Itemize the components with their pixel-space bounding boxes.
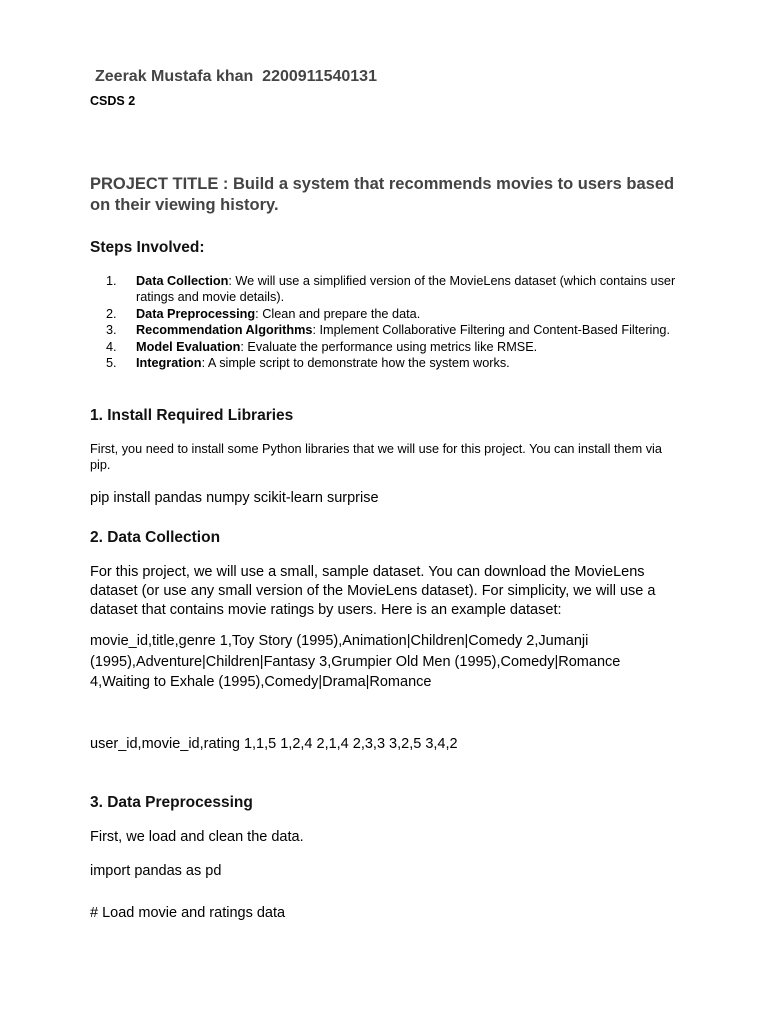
step-label: Model Evaluation (136, 339, 241, 354)
step-number: 3. (106, 323, 117, 338)
collection-heading: 2. Data Collection (90, 529, 221, 546)
step-item (106, 322, 676, 338)
step-number: 5. (106, 356, 117, 371)
step-number: 1. (106, 274, 117, 288)
steps-list (106, 273, 676, 371)
steps-heading: Steps Involved: (90, 239, 205, 256)
step-text: : Implement Collaborative Filtering and Content-Based Filtering. (312, 323, 671, 338)
step-text: : We will use a simplified version of the MovieLens dataset (which contains user ratings and movie details). (136, 274, 676, 305)
step-item (106, 339, 676, 355)
step-text: : A simple script to demonstrate how the system works. (201, 356, 510, 371)
author-line: Zeerak Mustafa khan 2200911540131 (95, 68, 377, 85)
project-title: PROJECT TITLE : Build a system that recommends movies to users based on their viewing history. (90, 175, 675, 214)
step-label: Data Collection (136, 274, 229, 288)
section-label: CSDS 2 (90, 94, 136, 108)
step-item (106, 273, 676, 306)
step-number: 4. (106, 339, 117, 354)
code-comment: # Load movie and ratings data (90, 905, 286, 921)
step-number: 2. (106, 306, 117, 321)
preprocessing-heading: 3. Data Preprocessing (90, 794, 253, 811)
step-item (106, 355, 676, 371)
install-command: pip install pandas numpy scikit-learn surprise (90, 490, 379, 506)
step-label: Recommendation Algorithms (136, 323, 313, 338)
movies-dataset: movie_id,title,genre 1,Toy Story (1995),Animation|Children|Comedy 2,Jumanji (1995),Adventure|Children|Fantasy 3,Grumpier Old Men (1995),Comedy|Romance 4,Waiting to Exhale (1995),Comedy|Drama|Romance (90, 633, 621, 690)
step-text: : Clean and prepare the data. (255, 306, 421, 321)
code-import: import pandas as pd (90, 863, 222, 879)
step-text: : Evaluate the performance using metrics like RMSE. (240, 339, 538, 354)
install-heading: 1. Install Required Libraries (90, 407, 294, 424)
step-label: Integration (136, 356, 202, 371)
collection-text: For this project, we will use a small, sample dataset. You can download the MovieLens dataset (or use any small version of the MovieLens dataset). For simplicity, we will use a dataset that contains movie ratings by users. Here is an example dataset: (90, 564, 656, 618)
ratings-dataset: user_id,movie_id,rating 1,1,5 1,2,4 2,1,4 2,3,3 3,2,5 3,4,2 (90, 736, 458, 752)
step-label: Data Preprocessing (136, 306, 256, 321)
preprocessing-text: First, we load and clean the data. (90, 829, 304, 845)
step-item (106, 306, 676, 322)
install-text: First, you need to install some Python libraries that we will use for this project. You can install them via pip. (90, 442, 662, 473)
